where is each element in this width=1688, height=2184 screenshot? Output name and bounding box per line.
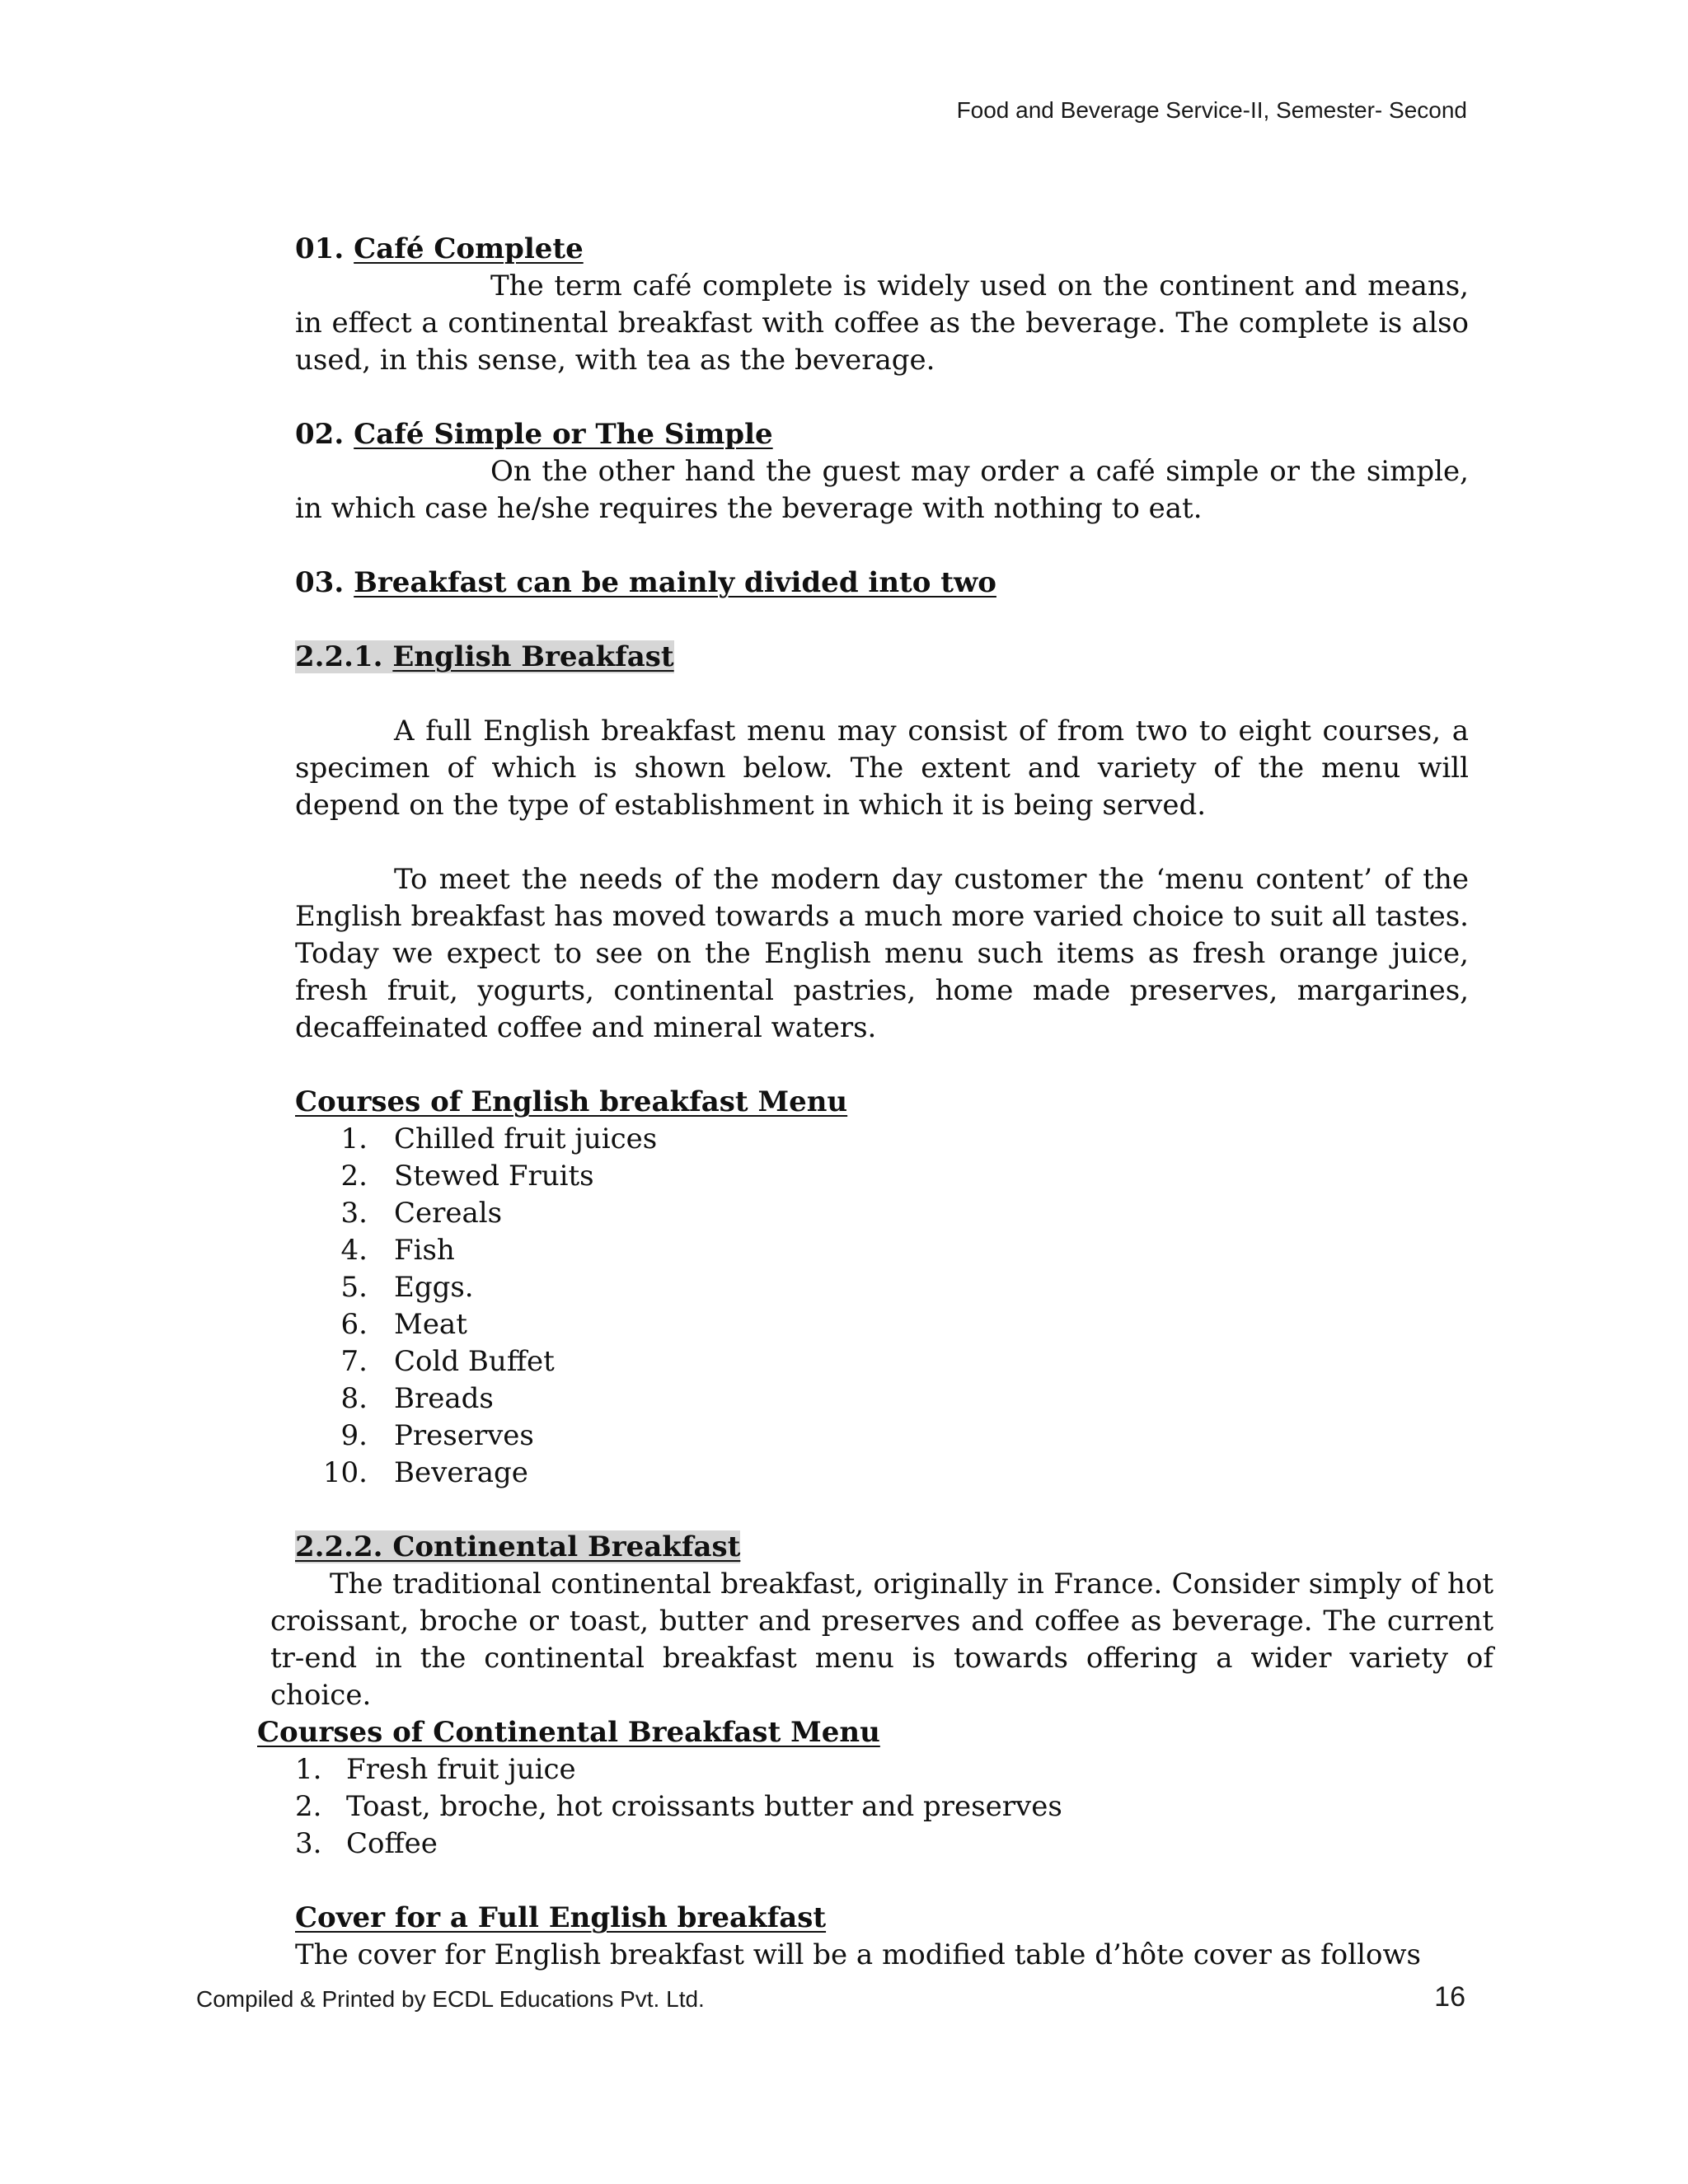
subsection-title: English Breakfast — [392, 640, 674, 673]
list-item: 3. Coffee — [295, 1827, 438, 1860]
list-item: 6. Meat — [340, 1308, 467, 1341]
running-header: Food and Beverage Service-II, Semester- Second — [956, 97, 1467, 123]
list-item: 3. Cereals — [340, 1197, 503, 1230]
list-item: 8. Breads — [340, 1382, 494, 1415]
list-item: 10. Beverage — [322, 1456, 528, 1489]
paragraph-continental: The traditional continental breakfast, originally in France. Consider simply of hot croissant, broche or toast, butter and preserves and coffee as beverage. The current tr-end in the continental breakfast menu is towards offering a wider variety of choice. — [270, 1568, 1493, 1712]
list-item: 7. Cold Buffet — [340, 1345, 555, 1378]
english-courses-list — [295, 1121, 1469, 1492]
list-item: 4. Fish — [340, 1234, 455, 1267]
page-content — [257, 231, 1493, 1974]
english-courses-heading: Courses of English breakfast Menu — [295, 1085, 848, 1118]
section-title: Café Simple or The Simple — [354, 418, 773, 451]
list-item: 1. Chilled fruit juices — [340, 1122, 658, 1155]
subsection-title: 2.2.2. Continental Breakfast — [295, 1530, 741, 1563]
section-title: Café Complete — [354, 232, 584, 265]
list-item: 2. Toast, broche, hot croissants butter and preserves — [295, 1790, 1062, 1823]
section-title: Breakfast can be mainly divided into two — [354, 566, 996, 599]
section-number: 03. — [295, 566, 345, 599]
section-heading-cafe-simple — [295, 416, 1469, 453]
paragraph-cover: The cover for English breakfast will be a modified table d’hôte cover as follows — [295, 1938, 1421, 1971]
list-item: 9. Preserves — [340, 1419, 534, 1452]
list-item: 5. Eggs. — [340, 1271, 474, 1304]
continental-courses-list — [295, 1751, 1469, 1863]
subsection-number: 2.2.1. — [295, 640, 383, 673]
subsection-heading-continental-breakfast — [295, 1529, 1469, 1566]
section-number: 01. — [295, 232, 345, 265]
paragraph-english-intro: A full English breakfast menu may consist of from two to eight courses, a specimen of which is shown below. The extent and variety of the menu will depend on the type of establishment in which it is being served. — [295, 715, 1469, 822]
continental-courses-heading: Courses of Continental Breakfast Menu — [257, 1716, 880, 1749]
subsection-heading-english-breakfast — [295, 639, 1469, 676]
paragraph-cafe-simple: On the other hand the guest may order a café simple or the simple, in which case he/she requires the beverage with nothing to eat. — [295, 455, 1469, 525]
list-item: 1. Fresh fruit juice — [295, 1753, 576, 1786]
section-number: 02. — [295, 418, 345, 451]
footer-credit: Compiled & Printed by ECDL Educations Pvt. Ltd. — [196, 1986, 705, 2012]
page-number: 16 — [1434, 1981, 1465, 2013]
list-item: 2. Stewed Fruits — [340, 1160, 594, 1193]
paragraph-english-modern: To meet the needs of the modern day customer the ‘menu content’ of the English breakfast has moved towards a much more varied choice to suit all tastes. Today we expect to see on the English menu such items as fresh orange juice, fresh fruit, yogurts, continental pastries, home made preserves, margarines, decaffeinated coffee and mineral waters. — [295, 863, 1469, 1044]
section-heading-cafe-complete — [295, 231, 1469, 268]
cover-heading: Cover for a Full English breakfast — [295, 1901, 827, 1934]
section-heading-breakfast-division — [295, 565, 1469, 602]
paragraph-cafe-complete: The term café complete is widely used on the continent and means, in effect a continental breakfast with coffee as the beverage. The complete is also used, in this sense, with tea as the beverage. — [295, 269, 1469, 377]
